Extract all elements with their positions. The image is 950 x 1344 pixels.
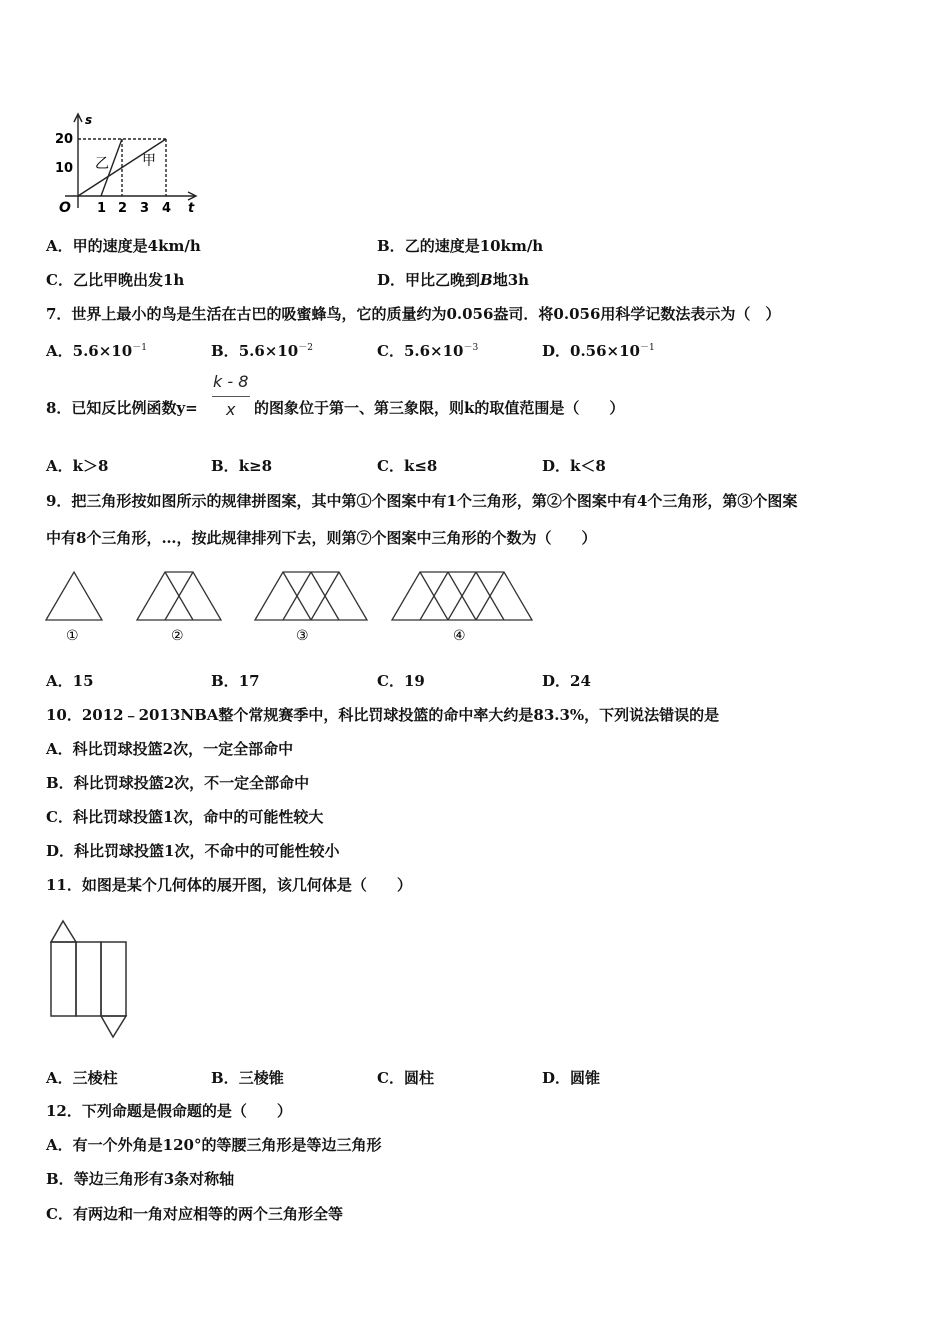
q11-option-b[interactable]: B．三棱锥 [211,1069,284,1087]
q6-option-a[interactable]: A．甲的速度是4km/h [46,237,201,255]
q10-option-b[interactable]: B．科比罚球投篮2次，不一定全部命中 [46,774,310,792]
triangle-pattern-figures [40,568,540,648]
q10-option-c[interactable]: C．科比罚球投篮1次，命中的可能性较大 [46,808,324,826]
pattern-3 [255,572,367,620]
q8-fraction-denominator: x [226,400,236,419]
axis-x-label: t [188,201,195,216]
axis-y-label: s [85,113,93,127]
q7-option-d[interactable]: D．$0.56\times 10^{-1}$ [542,342,655,360]
y-tick-10: 10 [55,161,74,176]
q8-fraction-bar [212,396,250,397]
pattern-2 [137,572,221,620]
q9-option-b[interactable]: B．17 [211,672,260,690]
figure-label-1: ① [66,628,79,644]
q9-stem-line2: 中有8个三角形，…，按此规律排列下去，则第⑦个图案中三角形的个数为（ ） [46,529,597,547]
q10-option-a[interactable]: A．科比罚球投篮2次，一定全部命中 [46,740,294,758]
q12-option-c[interactable]: C．有两边和一角对应相等的两个三角形全等 [46,1205,343,1223]
figure-label-2: ② [171,628,184,644]
x-tick-1: 1 [97,201,107,216]
q8-option-d[interactable]: D．k＜8 [542,457,606,475]
q8-fraction-numerator: k - 8 [213,372,249,391]
q6-option-b[interactable]: B．乙的速度是10km/h [377,237,544,255]
pattern-4 [392,572,532,620]
label-yi: 乙 [95,156,109,172]
top-triangle [51,921,76,942]
q9-option-d[interactable]: D．24 [542,672,591,690]
label-jia: 甲 [142,153,156,169]
distance-time-graph [45,110,205,220]
q11-option-a[interactable]: A．三棱柱 [46,1069,118,1087]
q12-stem: 12．下列命题是假命题的是（ ） [46,1102,292,1120]
q10-stem: 10．2012﹣2013NBA整个常规赛季中，科比罚球投篮的命中率大约是83.3%，下列说法错误的是 [46,706,720,724]
x-tick-3: 3 [140,201,150,216]
q6-option-c[interactable]: C．乙比甲晚出发1h [46,271,185,289]
q11-stem: 11．如图是某个几何体的展开图，该几何体是（ ） [46,876,412,894]
q9-stem-line1: 9．把三角形按如图所示的规律拼图案，其中第①个图案中有1个三角形，第②个图案中有4个三角形，第③个图案 [46,492,798,510]
q11-option-c[interactable]: C．圆柱 [377,1069,434,1087]
q9-option-c[interactable]: C．19 [377,672,425,690]
rect-1 [51,942,76,1016]
y-tick-20: 20 [55,132,74,147]
q7-option-a[interactable]: A．$5.6\times 10^{-1}$ [46,342,147,360]
q7-option-c[interactable]: C．$5.6\times 10^{-3}$ [377,342,479,360]
prism-net-figure [44,915,134,1043]
q8-option-c[interactable]: C．k≤8 [377,457,438,475]
x-tick-4: 4 [162,201,172,216]
q7-stem: 7．世界上最小的鸟是生活在古巴的吸蜜蜂鸟，它的质量约为0.056盎司．将0.056用科学记数法表示为（ ） [46,305,781,323]
q9-option-a[interactable]: A．15 [46,672,94,690]
origin-label: O [59,200,71,216]
q8-stem-post: 的图象位于第一、第三象限，则k的取值范围是（ ） [254,399,625,417]
rect-3 [101,942,126,1016]
q7-option-b[interactable]: B．$5.6\times 10^{-2}$ [211,342,313,360]
figure-label-3: ③ [296,628,309,644]
bottom-triangle [101,1016,126,1037]
q12-option-a[interactable]: A．有一个外角是120°的等腰三角形是等边三角形 [46,1136,382,1154]
q8-option-a[interactable]: A．k＞8 [46,457,109,475]
q10-option-d[interactable]: D．科比罚球投篮1次，不命中的可能性较小 [46,842,340,860]
rect-2 [76,942,101,1016]
q6-option-d[interactable]: D．甲比乙晚到B地3h [377,271,530,289]
pattern-1 [46,572,102,620]
q11-option-d[interactable]: D．圆锥 [542,1069,601,1087]
q8-stem-pre: 8．已知反比例函数y= [46,399,198,417]
x-tick-2: 2 [118,201,128,216]
q8-option-b[interactable]: B．k≥8 [211,457,273,475]
q12-option-b[interactable]: B．等边三角形有3条对称轴 [46,1170,235,1188]
figure-label-4: ④ [453,628,466,644]
